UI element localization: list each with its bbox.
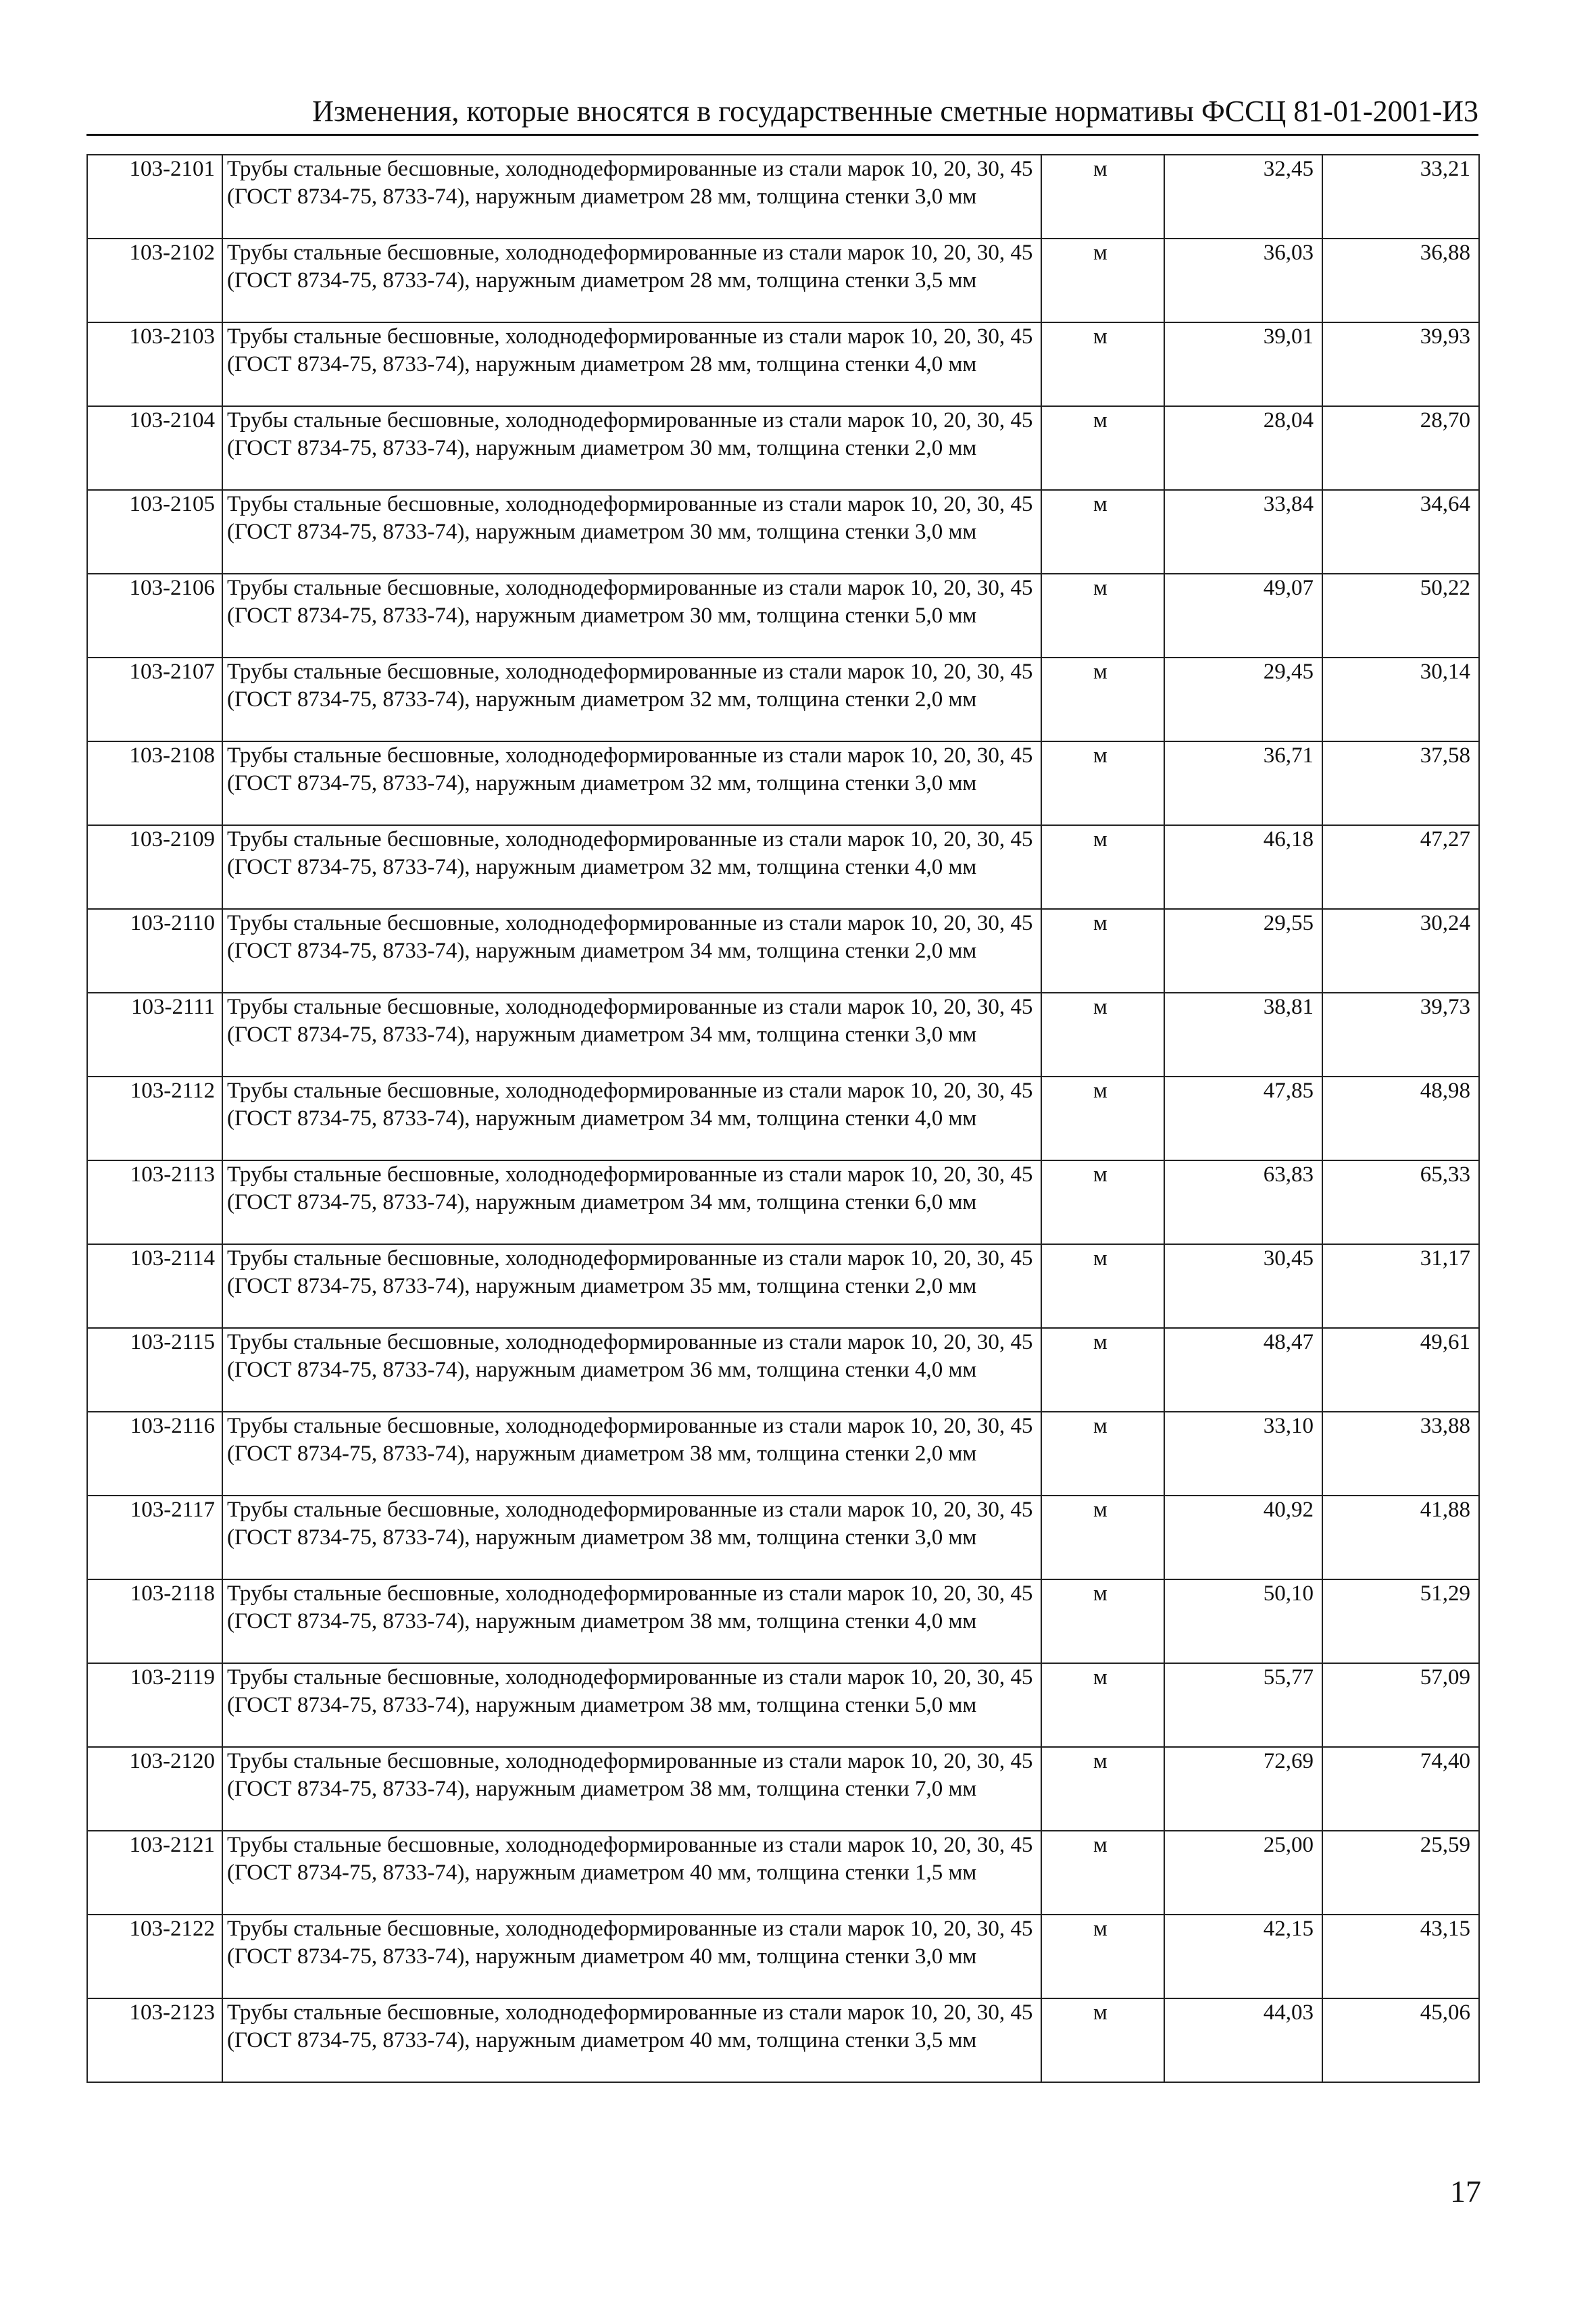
description-cell: Трубы стальные бесшовные, холоднодеформированные из стали марок 10, 20, 30, 45 (ГОСТ 8734-75, 8733-74), наружным диаметром 34 мм, толщина стенки 4,0 мм xyxy=(222,1077,1041,1160)
price-current-cell: 29,55 xyxy=(1164,909,1322,993)
description-cell: Трубы стальные бесшовные, холоднодеформированные из стали марок 10, 20, 30, 45 (ГОСТ 8734-75, 8733-74), наружным диаметром 35 мм, толщина стенки 2,0 мм xyxy=(222,1244,1041,1328)
description-cell: Трубы стальные бесшовные, холоднодеформированные из стали марок 10, 20, 30, 45 (ГОСТ 8734-75, 8733-74), наружным диаметром 38 мм, толщина стенки 2,0 мм xyxy=(222,1412,1041,1496)
code-cell: 103-2110 xyxy=(87,909,222,993)
price-new-cell: 30,24 xyxy=(1322,909,1479,993)
table-row xyxy=(87,406,1479,490)
code-cell: 103-2108 xyxy=(87,741,222,825)
table-row xyxy=(87,239,1479,322)
unit-cell: м xyxy=(1041,909,1164,993)
code-cell: 103-2112 xyxy=(87,1077,222,1160)
unit-cell: м xyxy=(1041,741,1164,825)
price-current-cell: 49,07 xyxy=(1164,574,1322,658)
description-cell: Трубы стальные бесшовные, холоднодеформированные из стали марок 10, 20, 30, 45 (ГОСТ 8734-75, 8733-74), наружным диаметром 28 мм, толщина стенки 3,0 мм xyxy=(222,155,1041,239)
unit-cell: м xyxy=(1041,1579,1164,1663)
table-row xyxy=(87,658,1479,741)
description-cell: Трубы стальные бесшовные, холоднодеформированные из стали марок 10, 20, 30, 45 (ГОСТ 8734-75, 8733-74), наружным диаметром 36 мм, толщина стенки 4,0 мм xyxy=(222,1328,1041,1412)
code-cell: 103-2115 xyxy=(87,1328,222,1412)
description-cell: Трубы стальные бесшовные, холоднодеформированные из стали марок 10, 20, 30, 45 (ГОСТ 8734-75, 8733-74), наружным диаметром 34 мм, толщина стенки 6,0 мм xyxy=(222,1160,1041,1244)
description-cell: Трубы стальные бесшовные, холоднодеформированные из стали марок 10, 20, 30, 45 (ГОСТ 8734-75, 8733-74), наружным диаметром 38 мм, толщина стенки 5,0 мм xyxy=(222,1663,1041,1747)
price-current-cell: 72,69 xyxy=(1164,1747,1322,1831)
price-table-body xyxy=(87,155,1479,2082)
unit-cell: м xyxy=(1041,406,1164,490)
table-row xyxy=(87,1663,1479,1747)
description-cell: Трубы стальные бесшовные, холоднодеформированные из стали марок 10, 20, 30, 45 (ГОСТ 8734-75, 8733-74), наружным диаметром 40 мм, толщина стенки 1,5 мм xyxy=(222,1831,1041,1915)
unit-cell: м xyxy=(1041,1998,1164,2082)
code-cell: 103-2122 xyxy=(87,1915,222,1998)
price-new-cell: 39,93 xyxy=(1322,322,1479,406)
price-current-cell: 32,45 xyxy=(1164,155,1322,239)
table-row xyxy=(87,155,1479,239)
description-cell: Трубы стальные бесшовные, холоднодеформированные из стали марок 10, 20, 30, 45 (ГОСТ 8734-75, 8733-74), наружным диаметром 30 мм, толщина стенки 3,0 мм xyxy=(222,490,1041,574)
code-cell: 103-2104 xyxy=(87,406,222,490)
price-current-cell: 46,18 xyxy=(1164,825,1322,909)
price-current-cell: 29,45 xyxy=(1164,658,1322,741)
description-cell: Трубы стальные бесшовные, холоднодеформированные из стали марок 10, 20, 30, 45 (ГОСТ 8734-75, 8733-74), наружным диаметром 38 мм, толщина стенки 7,0 мм xyxy=(222,1747,1041,1831)
price-current-cell: 33,84 xyxy=(1164,490,1322,574)
price-new-cell: 43,15 xyxy=(1322,1915,1479,1998)
unit-cell: м xyxy=(1041,490,1164,574)
description-cell: Трубы стальные бесшовные, холоднодеформированные из стали марок 10, 20, 30, 45 (ГОСТ 8734-75, 8733-74), наружным диаметром 38 мм, толщина стенки 4,0 мм xyxy=(222,1579,1041,1663)
code-cell: 103-2105 xyxy=(87,490,222,574)
page-number: 17 xyxy=(1450,2174,1481,2209)
price-new-cell: 34,64 xyxy=(1322,490,1479,574)
price-current-cell: 38,81 xyxy=(1164,993,1322,1077)
unit-cell: м xyxy=(1041,1915,1164,1998)
code-cell: 103-2117 xyxy=(87,1496,222,1579)
price-current-cell: 33,10 xyxy=(1164,1412,1322,1496)
price-table xyxy=(86,154,1480,2083)
price-new-cell: 49,61 xyxy=(1322,1328,1479,1412)
price-new-cell: 51,29 xyxy=(1322,1579,1479,1663)
table-row xyxy=(87,1244,1479,1328)
price-new-cell: 33,88 xyxy=(1322,1412,1479,1496)
price-new-cell: 50,22 xyxy=(1322,574,1479,658)
unit-cell: м xyxy=(1041,239,1164,322)
price-new-cell: 57,09 xyxy=(1322,1663,1479,1747)
page-header: Изменения, которые вносятся в государственные сметные нормативы ФССЦ 81-01-2001-И3 xyxy=(86,93,1478,136)
description-cell: Трубы стальные бесшовные, холоднодеформированные из стали марок 10, 20, 30, 45 (ГОСТ 8734-75, 8733-74), наружным диаметром 38 мм, толщина стенки 3,0 мм xyxy=(222,1496,1041,1579)
table-row xyxy=(87,1831,1479,1915)
unit-cell: м xyxy=(1041,574,1164,658)
price-current-cell: 25,00 xyxy=(1164,1831,1322,1915)
price-new-cell: 47,27 xyxy=(1322,825,1479,909)
price-current-cell: 47,85 xyxy=(1164,1077,1322,1160)
table-row xyxy=(87,1412,1479,1496)
table-row xyxy=(87,1915,1479,1998)
table-row xyxy=(87,574,1479,658)
code-cell: 103-2120 xyxy=(87,1747,222,1831)
description-cell: Трубы стальные бесшовные, холоднодеформированные из стали марок 10, 20, 30, 45 (ГОСТ 8734-75, 8733-74), наружным диаметром 32 мм, толщина стенки 3,0 мм xyxy=(222,741,1041,825)
table-row xyxy=(87,909,1479,993)
unit-cell: м xyxy=(1041,1831,1164,1915)
code-cell: 103-2109 xyxy=(87,825,222,909)
price-new-cell: 74,40 xyxy=(1322,1747,1479,1831)
table-row xyxy=(87,1496,1479,1579)
price-current-cell: 42,15 xyxy=(1164,1915,1322,1998)
price-new-cell: 31,17 xyxy=(1322,1244,1479,1328)
code-cell: 103-2101 xyxy=(87,155,222,239)
price-new-cell: 33,21 xyxy=(1322,155,1479,239)
description-cell: Трубы стальные бесшовные, холоднодеформированные из стали марок 10, 20, 30, 45 (ГОСТ 8734-75, 8733-74), наружным диаметром 34 мм, толщина стенки 2,0 мм xyxy=(222,909,1041,993)
price-current-cell: 48,47 xyxy=(1164,1328,1322,1412)
description-cell: Трубы стальные бесшовные, холоднодеформированные из стали марок 10, 20, 30, 45 (ГОСТ 8734-75, 8733-74), наружным диаметром 28 мм, толщина стенки 3,5 мм xyxy=(222,239,1041,322)
code-cell: 103-2113 xyxy=(87,1160,222,1244)
price-new-cell: 36,88 xyxy=(1322,239,1479,322)
unit-cell: м xyxy=(1041,1412,1164,1496)
code-cell: 103-2106 xyxy=(87,574,222,658)
price-current-cell: 36,03 xyxy=(1164,239,1322,322)
price-current-cell: 44,03 xyxy=(1164,1998,1322,2082)
price-new-cell: 48,98 xyxy=(1322,1077,1479,1160)
table-row xyxy=(87,993,1479,1077)
price-current-cell: 63,83 xyxy=(1164,1160,1322,1244)
unit-cell: м xyxy=(1041,1747,1164,1831)
description-cell: Трубы стальные бесшовные, холоднодеформированные из стали марок 10, 20, 30, 45 (ГОСТ 8734-75, 8733-74), наружным диаметром 40 мм, толщина стенки 3,0 мм xyxy=(222,1915,1041,1998)
description-cell: Трубы стальные бесшовные, холоднодеформированные из стали марок 10, 20, 30, 45 (ГОСТ 8734-75, 8733-74), наружным диаметром 32 мм, толщина стенки 4,0 мм xyxy=(222,825,1041,909)
price-current-cell: 28,04 xyxy=(1164,406,1322,490)
price-new-cell: 65,33 xyxy=(1322,1160,1479,1244)
code-cell: 103-2118 xyxy=(87,1579,222,1663)
table-row xyxy=(87,322,1479,406)
price-new-cell: 39,73 xyxy=(1322,993,1479,1077)
table-row xyxy=(87,1747,1479,1831)
price-current-cell: 50,10 xyxy=(1164,1579,1322,1663)
unit-cell: м xyxy=(1041,1496,1164,1579)
unit-cell: м xyxy=(1041,825,1164,909)
table-row xyxy=(87,490,1479,574)
code-cell: 103-2121 xyxy=(87,1831,222,1915)
unit-cell: м xyxy=(1041,1244,1164,1328)
code-cell: 103-2114 xyxy=(87,1244,222,1328)
price-current-cell: 30,45 xyxy=(1164,1244,1322,1328)
description-cell: Трубы стальные бесшовные, холоднодеформированные из стали марок 10, 20, 30, 45 (ГОСТ 8734-75, 8733-74), наружным диаметром 30 мм, толщина стенки 5,0 мм xyxy=(222,574,1041,658)
code-cell: 103-2123 xyxy=(87,1998,222,2082)
code-cell: 103-2103 xyxy=(87,322,222,406)
description-cell: Трубы стальные бесшовные, холоднодеформированные из стали марок 10, 20, 30, 45 (ГОСТ 8734-75, 8733-74), наружным диаметром 30 мм, толщина стенки 2,0 мм xyxy=(222,406,1041,490)
code-cell: 103-2119 xyxy=(87,1663,222,1747)
code-cell: 103-2102 xyxy=(87,239,222,322)
unit-cell: м xyxy=(1041,1663,1164,1747)
price-current-cell: 55,77 xyxy=(1164,1663,1322,1747)
unit-cell: м xyxy=(1041,1328,1164,1412)
description-cell: Трубы стальные бесшовные, холоднодеформированные из стали марок 10, 20, 30, 45 (ГОСТ 8734-75, 8733-74), наружным диаметром 28 мм, толщина стенки 4,0 мм xyxy=(222,322,1041,406)
code-cell: 103-2116 xyxy=(87,1412,222,1496)
code-cell: 103-2107 xyxy=(87,658,222,741)
price-current-cell: 36,71 xyxy=(1164,741,1322,825)
unit-cell: м xyxy=(1041,658,1164,741)
description-cell: Трубы стальные бесшовные, холоднодеформированные из стали марок 10, 20, 30, 45 (ГОСТ 8734-75, 8733-74), наружным диаметром 34 мм, толщина стенки 3,0 мм xyxy=(222,993,1041,1077)
price-current-cell: 40,92 xyxy=(1164,1496,1322,1579)
price-new-cell: 28,70 xyxy=(1322,406,1479,490)
code-cell: 103-2111 xyxy=(87,993,222,1077)
unit-cell: м xyxy=(1041,322,1164,406)
description-cell: Трубы стальные бесшовные, холоднодеформированные из стали марок 10, 20, 30, 45 (ГОСТ 8734-75, 8733-74), наружным диаметром 32 мм, толщина стенки 2,0 мм xyxy=(222,658,1041,741)
description-cell: Трубы стальные бесшовные, холоднодеформированные из стали марок 10, 20, 30, 45 (ГОСТ 8734-75, 8733-74), наружным диаметром 40 мм, толщина стенки 3,5 мм xyxy=(222,1998,1041,2082)
unit-cell: м xyxy=(1041,1160,1164,1244)
unit-cell: м xyxy=(1041,993,1164,1077)
price-new-cell: 37,58 xyxy=(1322,741,1479,825)
price-new-cell: 45,06 xyxy=(1322,1998,1479,2082)
price-new-cell: 41,88 xyxy=(1322,1496,1479,1579)
table-row xyxy=(87,825,1479,909)
table-row xyxy=(87,1998,1479,2082)
unit-cell: м xyxy=(1041,155,1164,239)
table-row xyxy=(87,1160,1479,1244)
table-row xyxy=(87,1328,1479,1412)
table-row xyxy=(87,1077,1479,1160)
price-new-cell: 30,14 xyxy=(1322,658,1479,741)
price-new-cell: 25,59 xyxy=(1322,1831,1479,1915)
price-current-cell: 39,01 xyxy=(1164,322,1322,406)
table-row xyxy=(87,1579,1479,1663)
unit-cell: м xyxy=(1041,1077,1164,1160)
table-row xyxy=(87,741,1479,825)
